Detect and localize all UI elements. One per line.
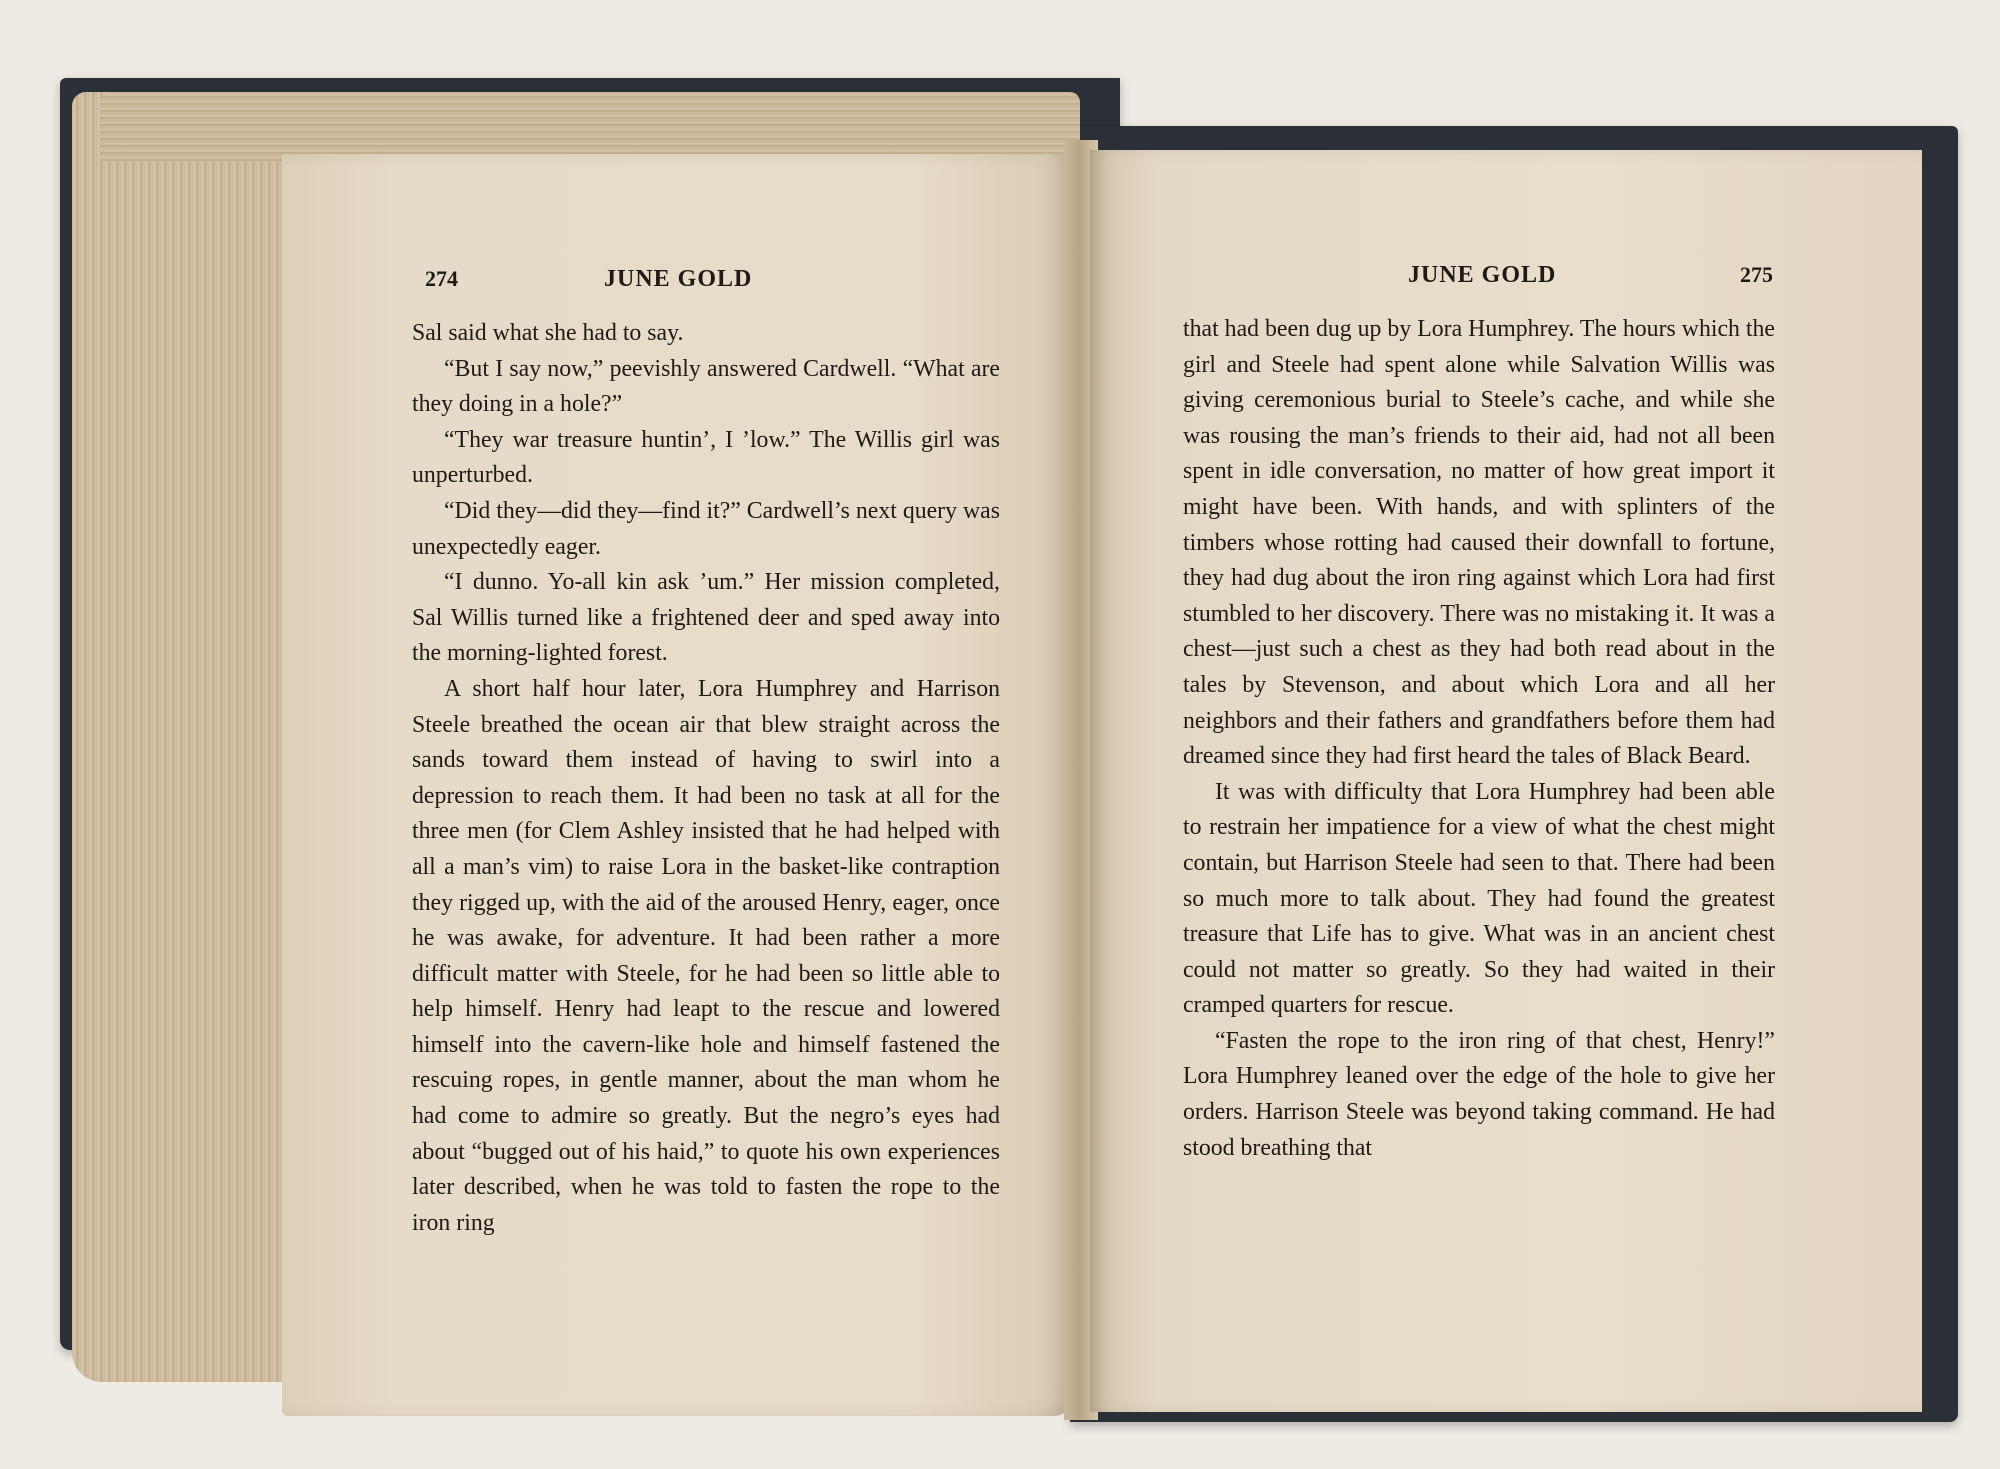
right-page: [1090, 150, 1922, 1412]
paragraph: “Fasten the rope to the iron ring of that chest, Henry!” Lora Humphrey leaned over the edge of the hole to give her orders. Harrison Steele was beyond taking command. He had stood breathing that: [1183, 1027, 1775, 1161]
paragraph: Sal said what she had to say.: [412, 320, 684, 346]
paragraph: It was with difficulty that Lora Humphrey had been able to restrain her impatience for a view of what the chest might contain, but Harrison Steele had seen to that. There had been so much more to talk about. They had found the greatest treasure that Life has to give. What was in an ancient chest could not matter so greatly. So they had waited in their cramped quarters for rescue.: [1183, 778, 1775, 1019]
left-page: [282, 154, 1072, 1416]
paragraph: “They war treasure huntin’, I ’low.” The Willis girl was unperturbed.: [412, 426, 1000, 489]
running-head-right: JUNE GOLD: [1408, 262, 1557, 288]
paragraph: that had been dug up by Lora Humphrey. The hours which the girl and Steele had spent alone while Salvation Willis was giving ceremonious burial to Steele’s cache, and while she was rousing the man’s friends to their aid, had not all been spent in idle conversation, no matter of how great import it might have been. With hands, and with splinters of the timbers whose rotting had caused their downfall to fortune, they had dug about the iron ring against which Lora had first stumbled to her discovery. There was no mistaking it. It was a chest—just such a chest as they had both read about in the tales by Stevenson, and about which Lora and all her neighbors and their fathers and grandfathers before them had dreamed since they had first heard the tales of Black Beard.: [1183, 316, 1775, 770]
paragraph: “I dunno. Yo-all kin ask ’um.” Her mission completed, Sal Willis turned like a frightened deer and sped away into the morning-lighted forest.: [412, 569, 1000, 667]
paragraph: A short half hour later, Lora Humphrey and Harrison Steele breathed the ocean air that blew straight across the sands toward them instead of having to swirl into a depression to reach them. It had been no task at all for the three men (for Clem Ashley insisted that he had helped with all a man’s vim) to raise Lora in the basket-like contraption they rigged up, with the aid of the aroused Henry, eager, once he was awake, for adventure. It had been rather a more difficult matter with Steele, for he had been so little able to help himself. Henry had leapt to the rescue and lowered himself into the cavern-like hole and himself fastened the rescuing ropes, in gentle manner, about the man whom he had come to admire so greatly. But the negro’s eyes had about “bugged out of his haid,” to quote his own experiences later described, when he was told to fasten the rope to the iron ring: [412, 675, 1000, 1236]
body-text-right: [1183, 312, 1775, 1166]
paragraph: “Did they—did they—find it?” Cardwell’s next query was unexpectedly eager.: [412, 497, 1000, 560]
page-number-left: 274: [425, 266, 458, 291]
running-head-left: JUNE GOLD: [604, 266, 753, 292]
paragraph: “But I say now,” peevishly answered Cardwell. “What are they doing in a hole?”: [412, 355, 1000, 418]
body-text-left: [412, 316, 1000, 1241]
page-number-right: 275: [1740, 262, 1773, 287]
page-edges-top: [100, 92, 1080, 162]
page-edges-side: [72, 92, 312, 1382]
